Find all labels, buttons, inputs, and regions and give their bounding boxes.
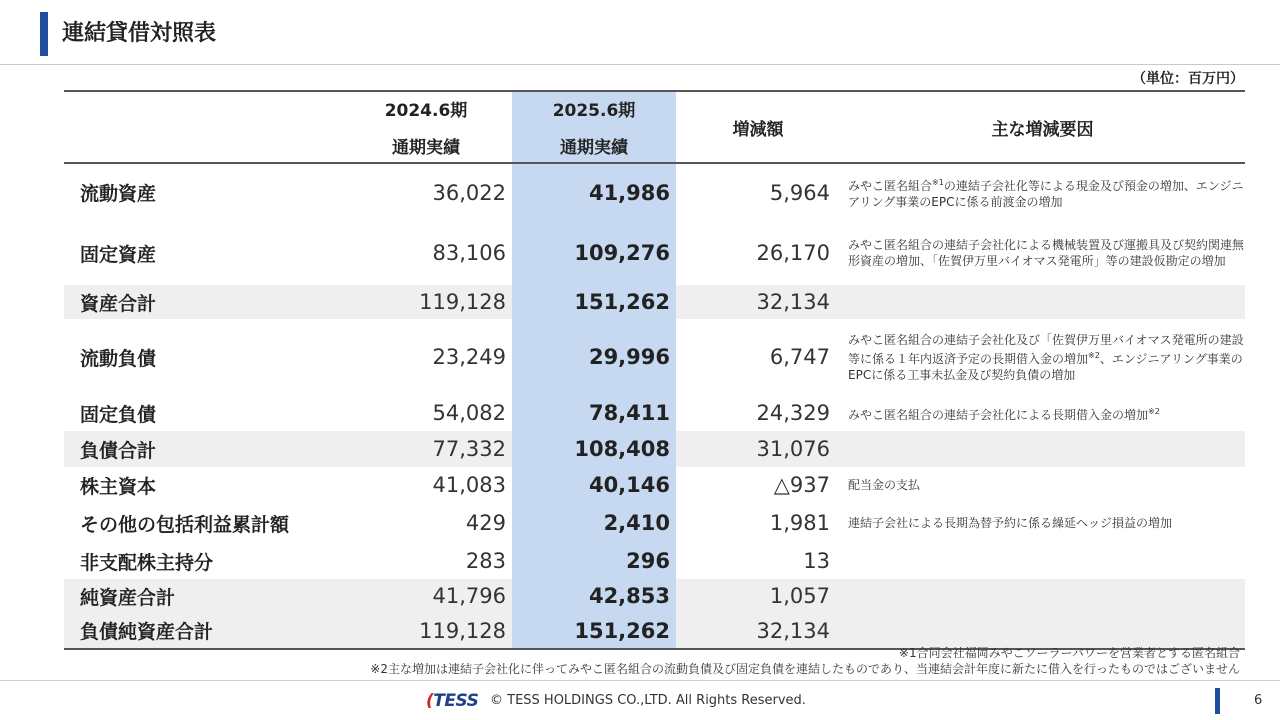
curr-value: 108,408 — [512, 431, 676, 467]
prev-value: 36,022 — [432, 180, 506, 205]
curr-value: 109,276 — [512, 221, 676, 285]
table-body — [64, 163, 1245, 649]
row-label: 株主資本 — [80, 475, 157, 498]
row-label: 固定資産 — [80, 243, 157, 266]
table-row — [64, 431, 1245, 467]
reason-footnote-ref: ※2 — [1088, 350, 1100, 360]
delta-value: 32,134 — [676, 613, 840, 649]
reason-note — [840, 285, 1245, 319]
reason-text: みやこ匿名組合の連結子会社化及び「佐賀伊万里バイオマス発電所の建設等に係る１年内返済予定の長期借入金の増加 — [848, 332, 1244, 366]
table-row — [64, 503, 1245, 543]
footnote-1: ※1合同会社福岡みやこソーラーパワーを営業者とする匿名組合 — [898, 646, 1240, 660]
curr-value: 296 — [512, 543, 676, 579]
reason-note — [840, 395, 1245, 431]
delta-value: 5,964 — [769, 180, 830, 205]
copyright-text: © TESS HOLDINGS CO.,LTD. All Rights Reserved. — [490, 693, 806, 708]
header-blank — [64, 91, 340, 163]
delta-value: 24,329 — [756, 401, 830, 425]
curr-value: 151,262 — [512, 613, 676, 649]
header-curr-line2: 通期実績 — [560, 138, 628, 158]
delta-value: 1,981 — [769, 511, 830, 535]
header-prev-line2: 通期実績 — [392, 138, 460, 158]
reason-note — [840, 579, 1245, 613]
prev-value: 41,796 — [340, 579, 512, 613]
prev-value: 119,128 — [340, 613, 512, 649]
reason-note — [840, 221, 1245, 285]
table-row — [64, 467, 1245, 503]
prev-value: 429 — [465, 511, 506, 535]
header-reasons: 主な増減要因 — [991, 119, 1094, 140]
reason-note — [840, 163, 1245, 221]
delta-value: △937 — [773, 473, 830, 497]
logo-swoosh-icon: ( — [426, 691, 434, 711]
row-label: 流動資産 — [80, 183, 157, 205]
tess-logo — [426, 691, 478, 711]
curr-value: 2,410 — [512, 503, 676, 543]
row-label: 純資産合計 — [64, 579, 340, 613]
delta-value: 32,134 — [676, 285, 840, 319]
row-label: その他の包括利益累計額 — [80, 513, 290, 536]
page-number: 6 — [1254, 693, 1263, 708]
curr-value: 78,411 — [512, 395, 676, 431]
table-row — [64, 395, 1245, 431]
prev-value: 119,128 — [340, 285, 512, 319]
page-title: 連結貸借対照表 — [62, 21, 217, 46]
header-prev-line1: 2024.6期 — [384, 101, 468, 121]
footer-divider — [0, 680, 1280, 681]
logo-text: TESS — [433, 691, 479, 711]
table-row — [64, 579, 1245, 613]
reason-text-cont: の連結子会社化等による現金及び預金の増加、エンジニアリング事業のEPCに係る前渡金の増加 — [848, 179, 1244, 209]
header-curr-line1: 2025.6期 — [552, 101, 636, 121]
table-row — [64, 319, 1245, 395]
header-prev-period — [340, 91, 512, 163]
balance-sheet-table — [64, 90, 1245, 650]
row-label: 負債純資産合計 — [64, 613, 340, 649]
row-label: 非支配株主持分 — [80, 551, 214, 574]
reason-text: みやこ匿名組合 — [848, 179, 933, 193]
delta-value: 26,170 — [756, 241, 830, 265]
curr-value: 41,986 — [512, 163, 676, 221]
curr-value: 42,853 — [512, 579, 676, 613]
prev-value: 83,106 — [432, 241, 506, 265]
header-delta: 増減額 — [732, 119, 784, 140]
prev-value: 23,249 — [432, 345, 506, 369]
unit-label: （単位：百万円） — [1132, 71, 1244, 87]
title-accent-bar — [40, 12, 48, 56]
row-label: 負債合計 — [64, 431, 340, 467]
reason-text: みやこ匿名組合の連結子会社化による機械装置及び運搬具及び契約関連無形資産の増加、「佐賀伊万里バイオマス発電所」等の建設仮勘定の増加 — [848, 238, 1245, 268]
prev-value: 77,332 — [340, 431, 512, 467]
table-row — [64, 221, 1245, 285]
reason-text: 連結子会社による長期為替予約に係る繰延ヘッジ損益の増加 — [848, 516, 1173, 530]
page-accent-bar — [1215, 688, 1220, 714]
reason-note — [840, 543, 1245, 579]
curr-value: 151,262 — [512, 285, 676, 319]
row-label: 資産合計 — [64, 285, 340, 319]
balance-sheet-table-wrap — [64, 90, 1245, 650]
curr-value: 40,146 — [512, 467, 676, 503]
prev-value: 41,083 — [432, 473, 506, 497]
table-row — [64, 163, 1245, 221]
reason-text: みやこ匿名組合の連結子会社化による長期借入金の増加 — [848, 407, 1149, 422]
reason-note — [840, 319, 1245, 395]
reason-text-cont: 、エンジニアリング事業のEPCに係る工事未払金及び契約負債の増加 — [848, 351, 1243, 382]
delta-value: 1,057 — [676, 579, 840, 613]
header-curr-period — [512, 91, 676, 163]
table-row — [64, 285, 1245, 319]
row-label: 固定負債 — [80, 403, 157, 426]
delta-value: 6,747 — [769, 345, 830, 369]
footnote-2: ※2主な増加は連結子会社化に伴ってみやこ匿名組合の流動負債及び固定負債を連結したものであり、当連結会計年度に新たに借入を行ったものではございません — [370, 662, 1240, 676]
delta-value: 31,076 — [676, 431, 840, 467]
reason-note — [840, 467, 1245, 503]
reason-footnote-ref: ※1 — [932, 178, 944, 187]
curr-value: 29,996 — [512, 319, 676, 395]
delta-value: 13 — [803, 549, 830, 573]
reason-note — [840, 431, 1245, 467]
row-label: 流動負債 — [80, 347, 157, 370]
reason-text: 配当金の支払 — [848, 478, 921, 492]
reason-footnote-ref: ※2 — [1148, 406, 1160, 416]
prev-value: 283 — [465, 549, 506, 573]
reason-note — [840, 503, 1245, 543]
title-divider — [0, 64, 1280, 65]
table-header-row — [64, 91, 1245, 163]
table-row — [64, 543, 1245, 579]
prev-value: 54,082 — [432, 401, 506, 425]
